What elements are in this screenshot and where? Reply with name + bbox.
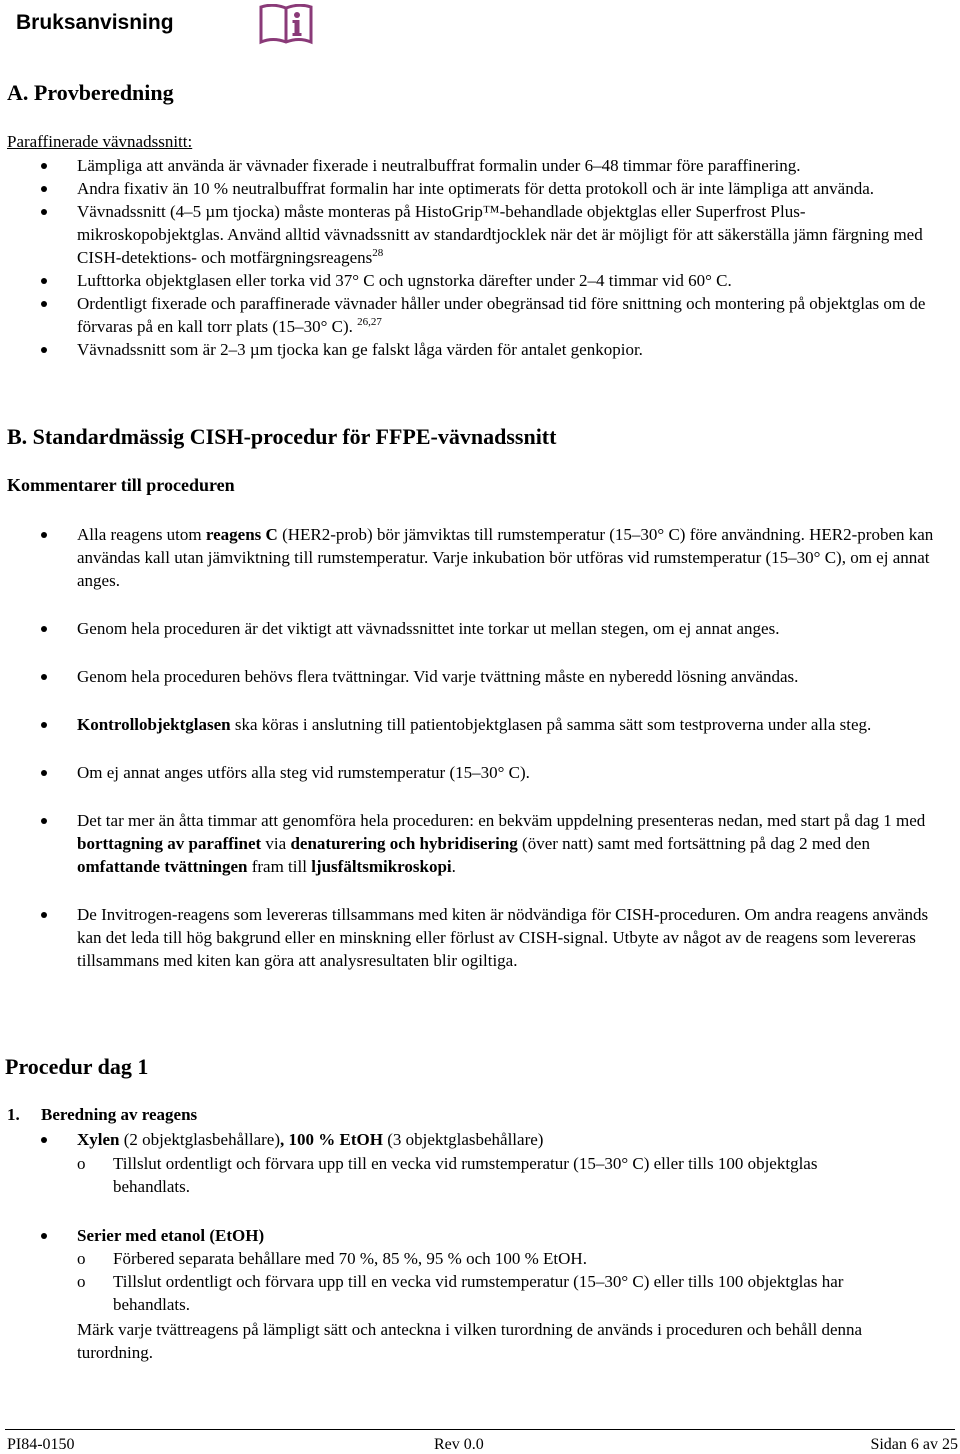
document-header (16, 10, 174, 36)
reference-superscript: 26,27 (357, 316, 382, 328)
list-item-text: Alla reagens utom (77, 525, 206, 544)
list-item-text: Tillslut ordentligt och förvara upp till en vecka vid rumstemperatur (15–30° C) eller tills 100 objektglas behandlats. (113, 1154, 818, 1196)
list-item-text: (HER2-prob) bör jämviktas till rumstemperatur (15–30° C) före användning. HER2-proben kan användas kall utan jämviktning till rumstemperatur. Varje inkubation bör utföras vid rumstemperatur (15–30° C), om ej annat anges. (77, 525, 934, 590)
revision: Rev 0.0 (434, 1436, 484, 1453)
document-id: PI84-0150 (7, 1436, 75, 1453)
list-item (0, 177, 952, 200)
list-item-bold: ljusfältsmikroskopi (311, 857, 452, 876)
list-item-text: via (261, 834, 291, 853)
list-item-text: Vävnadssnitt som är 2–3 µm tjocka kan ge falskt låga värden för antalet genkopior. (77, 340, 643, 359)
sublist-item (0, 1152, 952, 1198)
list-item (0, 665, 952, 688)
sublist-marker: o (77, 1272, 86, 1291)
list-item-bold: borttagning av paraffinet (77, 834, 262, 853)
list-item-bold: Kontrollobjektglasen (77, 715, 231, 734)
list-item-text: Tillslut ordentligt och förvara upp till en vecka vid rumstemperatur (15–30° C) eller tills 100 objektglas har behandlats. (113, 1272, 844, 1314)
list-item (0, 617, 952, 640)
list-item-text: Genom hela proceduren behövs flera tvättningar. Vid varje tvättning måste en nyberedd lösning användas. (77, 667, 799, 686)
list-item-text: (2 objektglasbehållare) (119, 1130, 280, 1149)
list-item-text: . (451, 857, 456, 876)
procedure-comments-list (0, 523, 952, 972)
list-item-bold: Serier med etanol (EtOH) (77, 1226, 265, 1245)
list-item-text: (3 objektglasbehållare) (382, 1130, 544, 1149)
list-item-text: Genom hela proceduren är det viktigt att vävnadssnittet inte torkar ut mellan stegen, om ej annat anges. (77, 619, 780, 638)
reagent-list-etanol (0, 1224, 952, 1247)
list-item-text: Förbered separata behållare med 70 %, 85 %, 95 % och 100 % EtOH. (113, 1249, 587, 1268)
list-item-text: fram till (247, 857, 312, 876)
sublist-marker: o (77, 1154, 86, 1173)
list-item-text: Om ej annat anges utförs alla steg vid rumstemperatur (15–30° C). (77, 763, 530, 782)
list-item-bold: , 100 % EtOH (280, 1130, 383, 1149)
list-item-text: Det tar mer än åtta timmar att genomföra hela proceduren: en bekväm uppdelning presenteras nedan, med start på dag 1 med (77, 811, 926, 830)
list-item-text: Lämpliga att använda är vävnader fixerade i neutralbuffrat formalin under 6–48 timmar före paraffinering. (77, 156, 801, 175)
step-1-heading (7, 1103, 198, 1126)
sublist-item (0, 1270, 952, 1316)
reagent-list-xylen (0, 1128, 952, 1151)
sublist-item (0, 1247, 952, 1270)
list-item (0, 713, 952, 736)
list-item (0, 761, 952, 784)
list-item-text: De Invitrogen-reagens som levereras tillsammans med kiten är nödvändiga för CISH-proceduren. Om andra reagens används kan det leda till hög bakgrund eller en minskning eller förlust av CISH-signal. Utbyte av något av de reagens som levereras tillsammans med kiten kan göra att analysresultaten blir ogiltiga. (77, 905, 929, 970)
step-title: Beredning av reagens (41, 1105, 198, 1124)
list-item-bold: omfattande tvättningen (77, 857, 248, 876)
page-footer (0, 1436, 960, 1454)
instructions-book-info-icon (257, 4, 315, 46)
page-number: Sidan 6 av 25 (870, 1436, 958, 1453)
list-item (0, 200, 952, 269)
section-a-list (0, 154, 952, 361)
footer-divider (5, 1429, 955, 1430)
list-item-text: Lufttorka objektglasen eller torka vid 37° C och ugnstorka därefter under 2–4 timmar vid 60° C. (77, 271, 732, 290)
list-item (0, 292, 952, 338)
list-item (0, 338, 952, 361)
list-item-text: Vävnadssnitt (4–5 µm tjocka) måste monteras på HistoGrip™-behandlade objektglas eller Superfrost Plus-mikroskopobjektglas. Använd alltid vävnadssnitt av standardtjocklek när det är möjligt för att säkerställa jämn färgning med CISH-detektions- och motfärgningsreagens (77, 202, 923, 267)
list-item (0, 1224, 952, 1247)
section-a-heading: A. Provberedning (7, 80, 174, 105)
section-b-heading: B. Standardmässig CISH-procedur för FFPE-vävnadssnitt (7, 424, 557, 449)
list-item-bold: Xylen (77, 1130, 120, 1149)
document-title: Bruksanvisning (16, 11, 174, 34)
list-item (0, 1128, 952, 1151)
list-item-text: Ordentligt fixerade och paraffinerade vävnader håller under obegränsad tid före snittning och montering på objektglas om de förvaras på en kall torr plats (15–30° C). (77, 294, 926, 336)
etanol-sublist (0, 1247, 952, 1316)
list-item-text: Andra fixativ än 10 % neutralbuffrat formalin har inte optimerats för detta protokoll och är inte lämpliga att använda. (77, 179, 874, 198)
list-item-bold: reagens C (205, 525, 278, 544)
procedure-day1-heading: Procedur dag 1 (5, 1054, 149, 1079)
list-item (0, 809, 952, 878)
list-item-text: ska köras i anslutning till patientobjektglasen på samma sätt som testproverna under alla steg. (230, 715, 872, 734)
list-item (0, 269, 952, 292)
section-b-subheading: Kommentarer till proceduren (7, 475, 235, 495)
list-item (0, 154, 952, 177)
step-number: 1. (7, 1105, 20, 1124)
section-a-subheading: Paraffinerade vävnadssnitt: (7, 132, 193, 151)
xylen-sublist (0, 1152, 952, 1198)
etanol-note: Märk varje tvättreagens på lämpligt sätt och anteckna i vilken turordning de används i proceduren och behåll denna turordning. (77, 1320, 863, 1362)
list-item (0, 523, 952, 592)
sublist-marker: o (77, 1249, 86, 1268)
list-item (0, 903, 952, 972)
list-item-bold: denaturering och hybridisering (290, 834, 518, 853)
reference-superscript: 28 (372, 247, 384, 259)
list-item-text: (över natt) samt med fortsättning på dag 2 med den (517, 834, 870, 853)
